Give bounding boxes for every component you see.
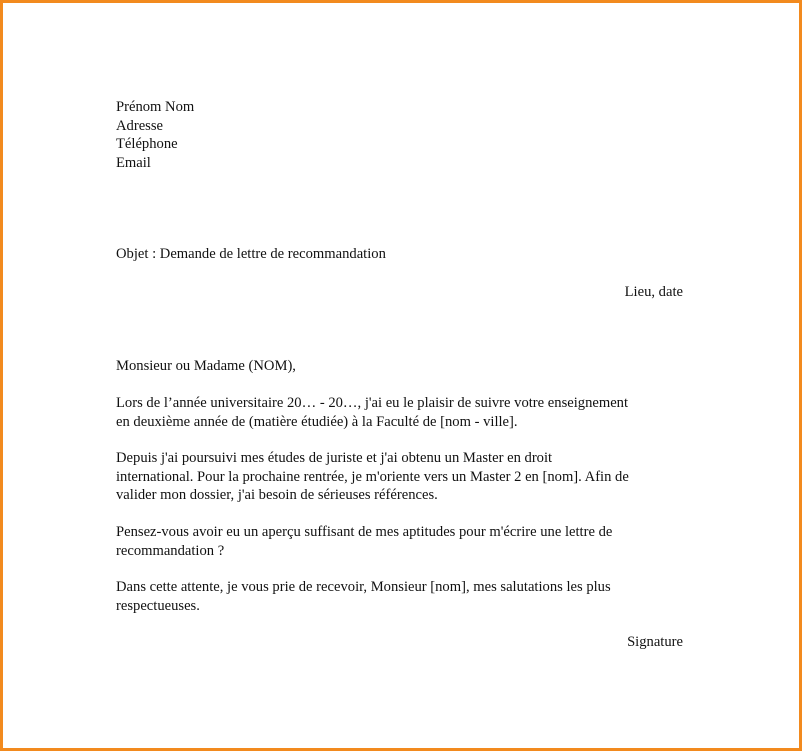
place-date: Lieu, date xyxy=(624,284,683,300)
paragraph-1 xyxy=(116,394,696,431)
paragraph-line: recommandation ? xyxy=(116,542,225,559)
paragraph-line: valider mon dossier, j'ai besoin de sérieuses références. xyxy=(116,487,438,503)
signature: Signature xyxy=(627,634,683,650)
paragraph-line: Pensez-vous avoir eu un aperçu suffisant de mes aptitudes pour m'écrire une lettre de xyxy=(116,524,613,540)
sender-phone: Téléphone xyxy=(116,136,178,152)
paragraph-line: international. Pour la prochaine rentrée, je m'oriente vers un Master 2 en [nom]. Afin de xyxy=(116,468,629,485)
paragraph-line: Depuis j'ai poursuivi mes études de juriste et j'ai obtenu un Master en droit xyxy=(116,450,553,466)
paragraph-3 xyxy=(116,523,696,560)
paragraph-2 xyxy=(116,449,696,505)
sender-email: Email xyxy=(116,154,151,171)
paragraph-4 xyxy=(116,578,696,615)
sender-address: Adresse xyxy=(116,117,164,134)
paragraph-line: respectueuses. xyxy=(116,597,200,614)
paragraph-line: en deuxième année de (matière étudiée) à la Faculté de [nom - ville]. xyxy=(116,413,518,430)
sender-name: Prénom Nom xyxy=(116,99,195,115)
paragraph-line: Lors de l’année universitaire 20… - 20…, j'ai eu le plaisir de suivre votre enseignement xyxy=(116,395,629,411)
paragraph-line: Dans cette attente, je vous prie de recevoir, Monsieur [nom], mes salutations les plus xyxy=(116,579,611,595)
letter-subject: Objet : Demande de lettre de recommandation xyxy=(116,246,386,262)
salutation: Monsieur ou Madame (NOM), xyxy=(116,358,296,374)
